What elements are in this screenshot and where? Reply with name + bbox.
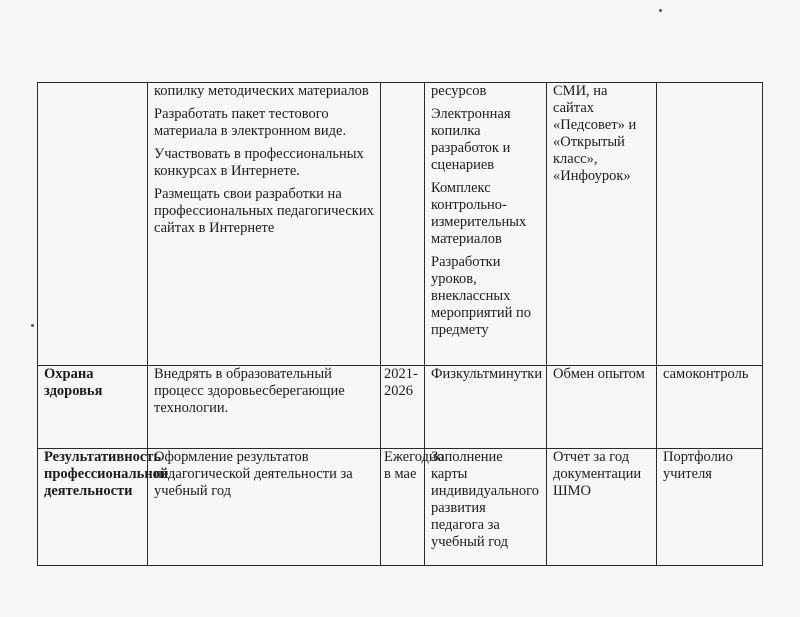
section-title: Охрана здоровья bbox=[44, 366, 103, 399]
actions-cell bbox=[148, 449, 381, 566]
period-text: 2021-2026 bbox=[384, 366, 418, 399]
period-cell bbox=[381, 366, 425, 449]
control-cell bbox=[657, 83, 763, 366]
actions-cell bbox=[148, 366, 381, 449]
forms-cell bbox=[425, 83, 547, 366]
table-row bbox=[38, 366, 763, 449]
table-row bbox=[38, 83, 763, 366]
control-cell bbox=[657, 449, 763, 566]
action-text: Оформление результатов педагогической деятельности за учебный год bbox=[154, 449, 353, 499]
action-text: Участвовать в профессиональных конкурсах в Интернете. bbox=[154, 146, 364, 179]
section-cell bbox=[38, 449, 169, 566]
action-text: Внедрять в образовательный процесс здоровьесберегающие технологии. bbox=[154, 366, 345, 416]
control-cell bbox=[657, 366, 763, 449]
action-text: копилку методических материалов bbox=[154, 83, 369, 99]
result-text: Отчет за год документации ШМО bbox=[553, 449, 642, 499]
scan-speck bbox=[659, 9, 662, 12]
forms-cell bbox=[425, 449, 547, 566]
forms-cell bbox=[425, 366, 547, 449]
form-text: Разработки уроков, внеклассных мероприятий по предмету bbox=[431, 254, 532, 338]
section-title: Результативность профессиональной деятельности bbox=[44, 449, 169, 499]
table-row bbox=[38, 449, 763, 566]
form-text: Комплекс контрольно-измерительных материалов bbox=[431, 180, 527, 247]
result-cell bbox=[547, 366, 657, 449]
period-cell bbox=[381, 83, 425, 366]
result-cell bbox=[547, 449, 657, 566]
section-cell bbox=[38, 366, 148, 449]
development-plan-table bbox=[37, 82, 763, 566]
period-text: Ежегодно в мае bbox=[384, 449, 444, 482]
form-text: Физкультминутки bbox=[431, 366, 543, 382]
scan-speck bbox=[31, 324, 34, 327]
result-cell bbox=[547, 83, 657, 366]
section-cell bbox=[38, 83, 148, 366]
control-text: самоконтроль bbox=[663, 366, 749, 382]
form-text: Заполнение карты индивидуального развития педагога за учебный год bbox=[431, 449, 539, 550]
action-text: Размещать свои разработки на профессиональных педагогических сайтах в Интернете bbox=[154, 186, 374, 236]
action-text: Разработать пакет тестового материала в электронном виде. bbox=[154, 106, 347, 139]
form-text: Электронная копилка разработок и сценариев bbox=[431, 106, 511, 173]
result-text: СМИ, на сайтах «Педсовет» и «Открытый класс», «Инфоурок» bbox=[553, 83, 637, 184]
actions-cell bbox=[148, 83, 381, 366]
period-cell bbox=[381, 449, 444, 566]
form-text: ресурсов bbox=[431, 83, 487, 99]
result-text: Обмен опытом bbox=[553, 366, 645, 382]
control-text: Портфолио учителя bbox=[663, 449, 733, 482]
